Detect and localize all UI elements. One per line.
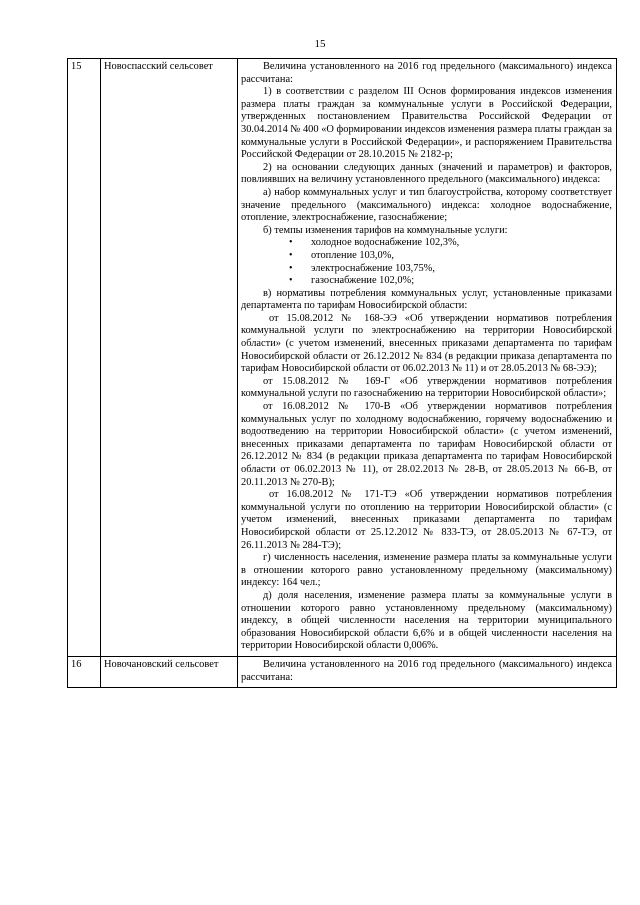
paragraph-2: 2) на основании следующих данных (значений и параметров) и факторов, повлиявших на величину установленного предельного (максимального) индекса: [241,161,612,186]
list-item: • газоснабжение 102,0%; [311,275,612,288]
order-168-ee: от 15.08.2012 № 168-ЭЭ «Об утверждении нормативов потребления коммунальной услуги по электроснабжению на территории Новосибирской области» (с учетом изменений, внесенных приказами департамента по тарифам Новосибирской области от 26.12.2012 № 834 (в редакции приказа департамента по тарифам Новосибирской области от 06.02.2013 № 11) и от 28.05.2013 № 68-ЭЭ); [241,312,612,375]
page-number: 15 [314,38,326,50]
order-171-te: от 16.08.2012 № 171-ТЭ «Об утверждении нормативов потребления коммунальной услуги по отоплению на территории Новосибирской области» (с учетом изменений, внесенных приказами департамента по тарифам Новосибирской области от 25.12.2012 № 833-ТЭ, от 28.05.2013 № 67-ТЭ, от 26.11.2013 № 284-ТЭ); [241,489,612,551]
row-number: 15 [68,59,101,657]
order-170-v: от 16.08.2012 № 170-В «Об утверждении нормативов потребления коммунальных услуг по холодному водоснабжению, горячему водоснабжению и водоотведению на территории Новосибирской области» (с учетом изменений, внесенных приказами департамента по тарифам Новосибирской области от 26.12.2012 № 834 (в редакции приказа департамента по тарифам Новосибирской области от 06.02.2013 № 11), от 28.02.2013 № 28-В, от 28.05.2013 № 66-В, от 20.11.2013 № 270-В); [241,401,612,488]
municipality-name: Новочановский сельсовет [101,656,238,687]
intro-paragraph: Величина установленного на 2016 год предельного (максимального) индекса рассчитана: [241,61,612,85]
list-item: • электроснабжение 103,75%, [311,263,612,276]
list-item: • холодное водоснабжение 102,3%, [311,237,612,250]
table-row [68,656,617,687]
order-169-g: от 15.08.2012 № 169-Г «Об утверждении нормативов потребления коммунальной услуги по газоснабжению на территории Новосибирской области»; [241,375,612,400]
tariff-rates-list [241,237,612,287]
paragraph-g: г) численность населения, изменение размера платы за коммунальные услуги в отношении которого равно установленному предельному (максимальному) индексу: 164 чел.; [241,552,612,589]
row-number: 16 [68,656,101,687]
paragraph-v: в) нормативы потребления коммунальных услуг, установленные приказами департамента по тарифам Новосибирской области: [241,287,612,312]
index-description-cell [238,59,617,657]
list-item: • отопление 103,0%, [311,250,612,263]
index-description-cell [238,656,617,687]
paragraph-d: д) доля населения, изменение размера платы за коммунальные услуги в отношении которого равно установленному предельному (максимальному) индексу, в общей численности населения на территории муниципального образования Новосибирской области 6,6% и в общей численности населения на территории Новосибирской области 0,006%. [241,589,612,652]
paragraph-a: а) набор коммунальных услуг и тип благоустройства, которому соответствует значение предельного (максимального) индекса: холодное водоснабжение, отопление, электроснабжение, газоснабжение; [241,186,612,224]
intro-paragraph: Величина установленного на 2016 год предельного (максимального) индекса рассчитана: [241,658,612,683]
municipality-index-table [67,58,617,688]
table-row [68,59,617,657]
municipality-name: Новоспасский сельсовет [101,59,238,657]
paragraph-1: 1) в соответствии с разделом III Основ формирования индексов изменения размера платы граждан за коммунальные услуги в Российской Федерации, утвержденных постановлением Правительства Российской Федерации от 30.04.2014 № 400 «О формировании индексов изменения размера платы граждан за коммунальные услуги в Российской Федерации», и распоряжением Правительства Российской Федерации от 28.10.2015 № 2182-р; [241,86,612,161]
paragraph-b: б) темпы изменения тарифов на коммунальные услуги: [263,224,508,236]
